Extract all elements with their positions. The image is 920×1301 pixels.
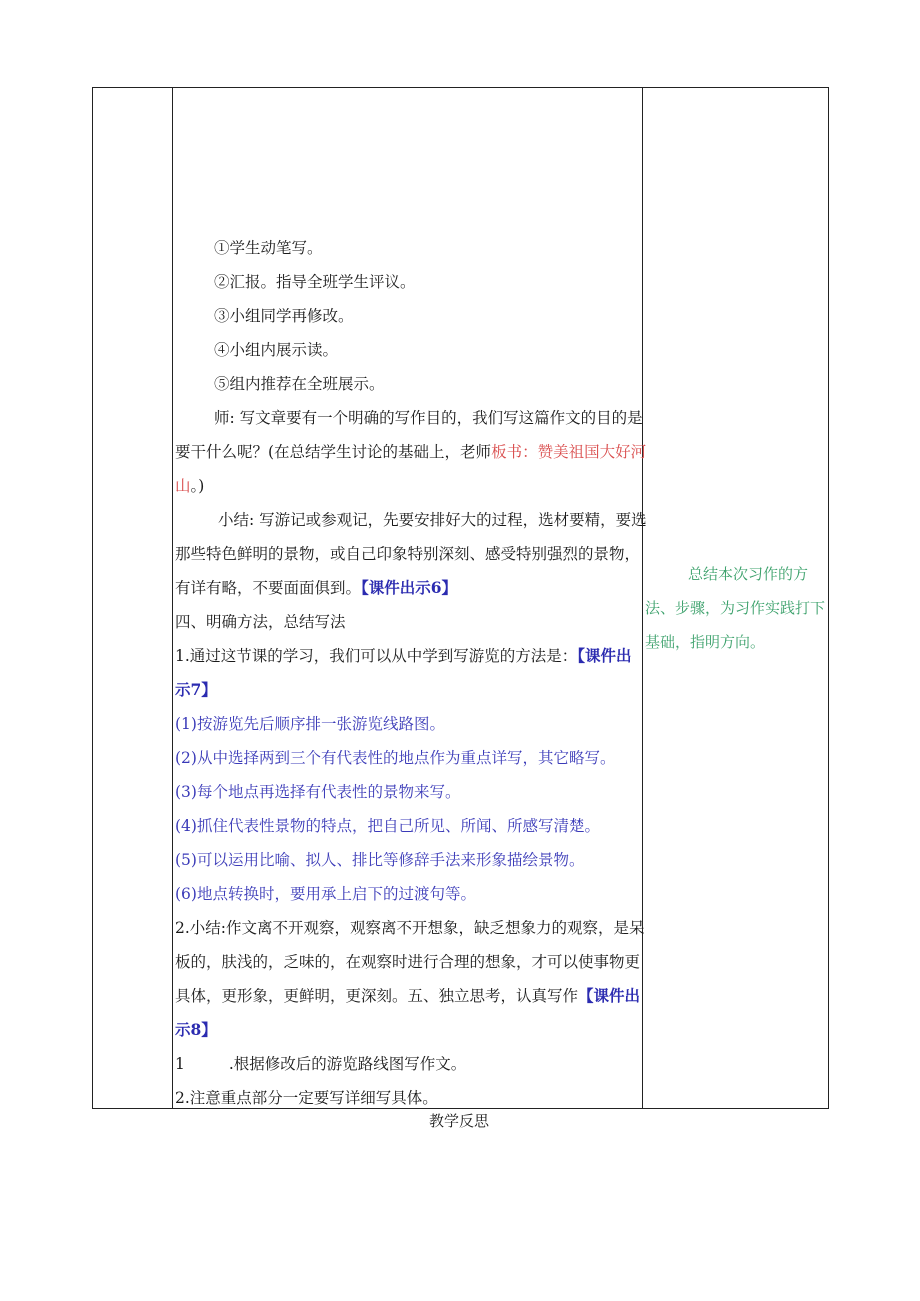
courseware-6: 【课件出示6】 <box>361 578 458 597</box>
conclusion-line2: 板的，肤浅的，乏味的，在观察时进行合理的想象，才可以使事物更 <box>175 953 641 971</box>
task-1 <box>175 1054 466 1074</box>
summary-line2: 那些特色鲜明的景物，或自己印象特别深刻、感受特别强烈的景物， <box>175 545 641 563</box>
teacher-question-line1: 师: 写文章要有一个明确的写作目的，我们写这篇作文的目的是 <box>214 409 643 427</box>
teacher-question-text: 要干什么呢？(在总结学生讨论的基础上，老师 <box>175 443 492 461</box>
task-1-number: 1 <box>175 1055 185 1073</box>
step-5: ⑤组内推荐在全班展示。 <box>214 375 385 393</box>
summary-text: 有详有略，不要面面俱到。 <box>175 579 362 597</box>
task-2: 2.注意重点部分一定要写详细写具体。 <box>175 1089 438 1107</box>
section-4-intro <box>175 646 632 666</box>
step-3: ③小组同学再修改。 <box>214 307 354 325</box>
step-4: ④小组内展示读。 <box>214 341 339 359</box>
method-1: (1)按游览先后顺序排一张游览线路图。 <box>175 715 445 733</box>
section-4-intro-cont <box>175 680 217 700</box>
intent-line1: 总结本次习作的方 <box>688 565 809 583</box>
teaching-reflection-label: 教学反思 <box>429 1112 490 1130</box>
conclusion-text: 具体，更形象，更鲜明，更深刻。五、独立思考，认真写作 <box>175 987 579 1005</box>
teacher-question-line3 <box>175 476 204 496</box>
summary-line3 <box>175 578 457 598</box>
board-writing: 板书：赞美祖国大好河 <box>491 443 647 461</box>
conclusion-line4 <box>175 1020 217 1040</box>
method-6: (6)地点转换时，要用承上启下的过渡句等。 <box>175 885 476 903</box>
design-intent-cell <box>643 88 829 1108</box>
courseware-8: 【课件出 <box>578 986 641 1005</box>
lesson-table <box>92 87 829 1109</box>
section-4-intro-text: 1.通过这节课的学习，我们可以从中学到写游览的方法是： <box>175 647 578 665</box>
board-writing-end: 山 <box>175 477 191 495</box>
intent-line2: 法、步骤，为习作实践打下 <box>645 599 826 617</box>
courseware-7-end: 示7】 <box>175 680 217 699</box>
method-2: (2)从中选择两到三个有代表性的地点作为重点详写，其它略写。 <box>175 749 616 767</box>
conclusion-line3 <box>175 986 640 1006</box>
courseware-7: 【课件出 <box>577 646 632 665</box>
step-2: ②汇报。指导全班学生评议。 <box>214 273 416 291</box>
courseware-8-end: 示8】 <box>175 1020 217 1039</box>
method-3: (3)每个地点再选择有代表性的景物来写。 <box>175 783 461 801</box>
teaching-process-cell <box>173 88 647 1108</box>
step-1: ①学生动笔写。 <box>214 239 323 257</box>
teacher-question-close: 。) <box>190 477 205 495</box>
task-1-text: .根据修改后的游览路线图写作文。 <box>228 1055 467 1073</box>
conclusion-line1: 2.小结:作文离不开观察，观察离不开想象，缺乏想象力的观察，是呆 <box>175 919 645 937</box>
intent-line3: 基础，指明方向。 <box>645 633 766 651</box>
method-5: (5)可以运用比喻、拟人、排比等修辞手法来形象描绘景物。 <box>175 851 585 869</box>
teacher-question-line2 <box>175 442 646 462</box>
method-4: (4)抓住代表性景物的特点，把自己所见、所闻、所感写清楚。 <box>175 817 600 835</box>
section-4-title: 四、明确方法，总结写法 <box>175 613 346 631</box>
summary-line1: 小结: 写游记或参观记，先要安排好大的过程，选材要精，要选 <box>218 511 647 529</box>
